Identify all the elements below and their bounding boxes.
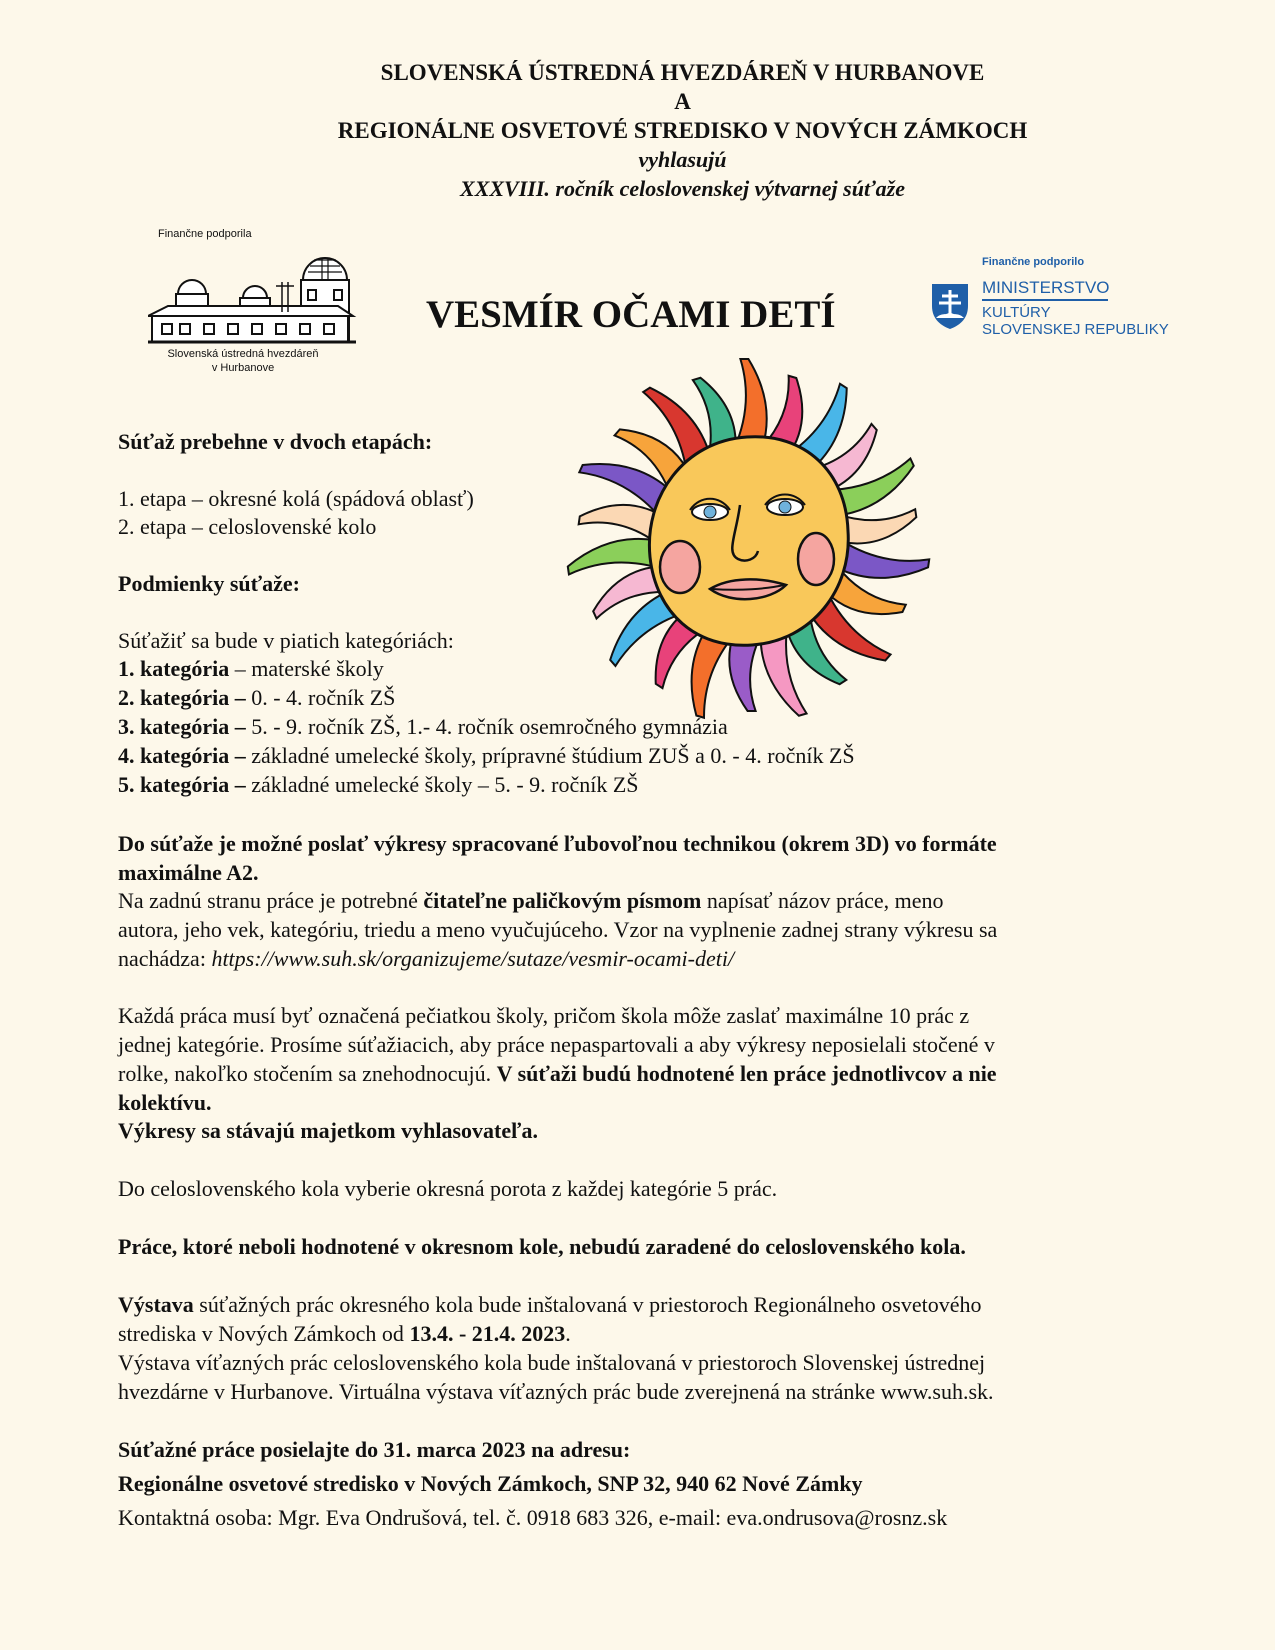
format-paragraph-1: Na zadnú stranu práce je potrebné čitateľne paličkovým písmom napísať názov práce, meno: [118, 888, 944, 913]
observatory-logo-caption-2: v Hurbanove: [211, 362, 275, 374]
observatory-logo-caption-1: Slovenská ústredná hvezdáreň: [167, 348, 319, 360]
category-item-2: 2. kategória – 0. - 4. ročník ZŠ: [118, 685, 396, 710]
sun-ray: [837, 540, 929, 578]
contact-person: Kontaktná osoba: Mgr. Eva Ondrušová, tel. č. 0918 683 326, e-mail: eva.ondrusova@rosnz.sk: [118, 1505, 948, 1530]
ministry-logo-line-3: SLOVENSKEJ REPUBLIKY: [982, 321, 1169, 338]
categories-intro: Súťažiť sa bude v piatich kategóriách:: [118, 628, 454, 653]
observatory-building-icon: [148, 242, 358, 346]
category-item-3: 3. kategória – 5. - 9. ročník ZŠ, 1.- 4. ročník osemročného gymnázia: [118, 714, 728, 739]
observatory-logo-sponsor-text: Finančne podporila: [158, 228, 252, 240]
contest-url-link[interactable]: https://www.suh.sk/organizujeme/sutaze/vesmir-ocami-deti/: [211, 946, 735, 971]
header-conjunction: A: [674, 89, 691, 114]
exhibition-line-2: strediska v Nových Zámkoch od 13.4. - 21.4. 2023.: [118, 1321, 571, 1346]
header-organizer-2: REGIONÁLNE OSVETOVÉ STREDISKO V NOVÝCH ZÁMKOCH: [337, 118, 1028, 143]
conditions-heading: Podmienky súťaže:: [118, 571, 300, 596]
category-item-4: 4. kategória – základné umelecké školy, prípravné štúdium ZUŠ a 0. - 4. ročník ZŠ: [118, 743, 855, 768]
postal-address: Regionálne osvetové stredisko v Nových Zámkoch, SNP 32, 940 62 Nové Zámky: [118, 1471, 863, 1496]
sun-right-cheek: [798, 533, 834, 585]
format-bold-1: Do súťaže je možné poslať výkresy spracované ľubovoľnou technikou (okrem 3D) vo formáte: [118, 831, 997, 856]
selection-text: Do celoslovenského kola vyberie okresná porota z každej kategórie 5 prác.: [118, 1176, 778, 1201]
sun-left-cheek: [660, 541, 700, 593]
category-item-1: 1. kategória – materské školy: [118, 656, 384, 681]
header-announce: vyhlasujú: [638, 147, 727, 172]
format-bold-2: maximálne A2.: [118, 860, 259, 885]
exhibition-line-4: hvezdárne v Hurbanove. Virtuálna výstava víťazných prác bude zverejnená na stránke www.suh.sk.: [118, 1379, 994, 1404]
page-title: VESMÍR OČAMI DETÍ: [426, 293, 836, 336]
sun-illustration: [560, 345, 935, 720]
stage-item-2: 2. etapa – celoslovenské kolo: [118, 514, 377, 539]
ministry-logo: [930, 256, 1200, 346]
category-item-5: 5. kategória – základné umelecké školy – 5. - 9. ročník ZŠ: [118, 772, 639, 797]
deadline-text: Súťažné práce posielajte do 31. marca 2023 na adresu:: [118, 1437, 631, 1462]
exhibition-line-1: Výstava súťažných prác okresného kola bude inštalovaná v priestoroch Regionálneho osvetového: [118, 1292, 982, 1317]
sun-ray: [579, 505, 659, 542]
format-paragraph-2: autora, jeho vek, kategóriu, triedu a meno vyučujúceho. Vzor na vyplnenie zadnej strany výkresu sa: [118, 917, 998, 942]
rules-line-3: rolke, nakoľko stočením sa znehodnocujú. V súťaži budú hodnotené len práce jednotlivcov a nie: [118, 1061, 997, 1086]
slovak-coat-of-arms-icon: [930, 282, 970, 330]
rules-line-2: jednej kategórie. Prosíme súťažiacich, aby práce nepaspartovali a aby výkresy neposielali stočené v: [118, 1032, 995, 1057]
stages-heading: Súťaž prebehne v dvoch etapách:: [118, 429, 433, 454]
exhibition-line-3: Výstava víťazných prác celoslovenského kola bude inštalovaná v priestoroch Slovenskej ústrednej: [118, 1350, 986, 1375]
ministry-logo-divider: [982, 299, 1108, 301]
rules-line-1: Každá práca musí byť označená pečiatkou školy, pričom škola môže zaslať maximálne 10 prác z: [118, 1003, 970, 1028]
format-paragraph-3: nachádza: https://www.suh.sk/organizujeme/sutaze/vesmir-ocami-deti/: [118, 946, 735, 971]
rules-line-5: Výkresy sa stávajú majetkom vyhlasovateľa.: [118, 1118, 538, 1143]
ministry-logo-line-1: MINISTERSTVO: [982, 278, 1110, 297]
observatory-logo: [148, 228, 358, 378]
ministry-logo-sponsor-text: Finančne podporilo: [982, 256, 1085, 268]
stage-item-1: 1. etapa – okresné kolá (spádová oblasť): [118, 486, 474, 511]
header-edition: XXXVIII. ročník celoslovenskej výtvarnej súťaže: [460, 176, 905, 201]
warning-text: Práce, ktoré neboli hodnotené v okresnom kole, nebudú zaradené do celoslovenského kola.: [118, 1234, 966, 1259]
header-organizer-1: SLOVENSKÁ ÚSTREDNÁ HVEZDÁREŇ V HURBANOVE: [380, 60, 985, 85]
rules-line-4: kolektívu.: [118, 1090, 212, 1115]
ministry-logo-line-2: KULTÚRY: [982, 304, 1051, 321]
